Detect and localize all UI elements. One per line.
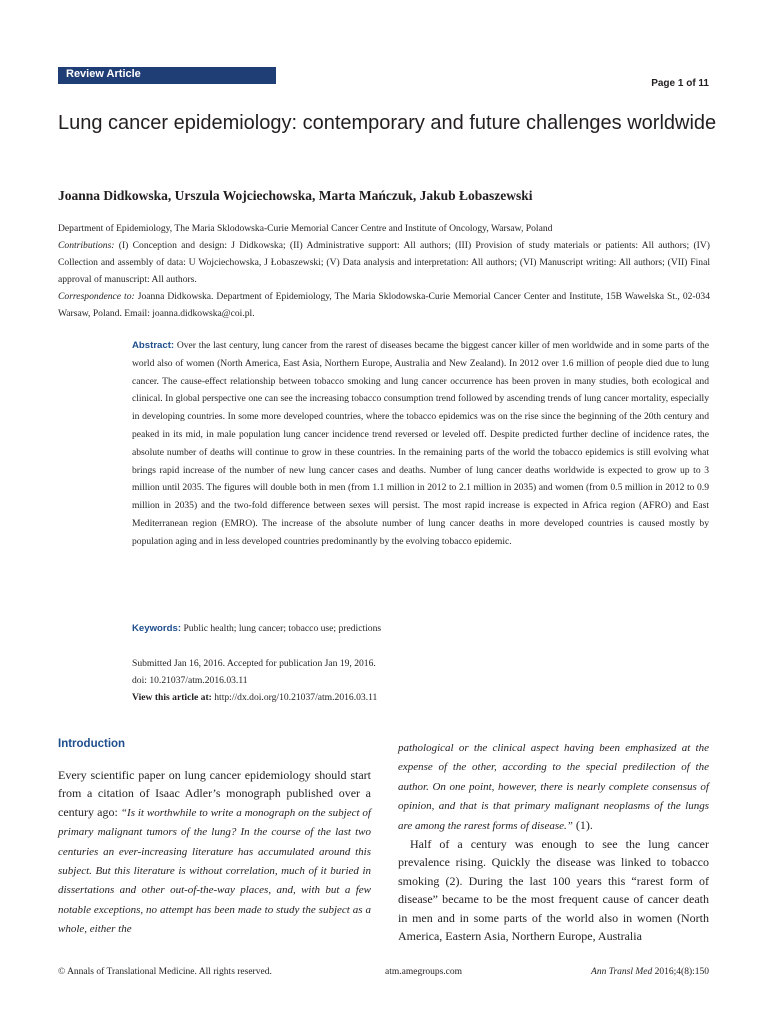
keywords	[132, 623, 709, 634]
paragraph-2: Half of a century was enough to see the lung cancer prevalence rising. Quickly the disease was linked to tobacco smoking (2). During the last 100 years this “rarest form of disease” became to be the most frequent cause of cancer death in men and in some parts of the world also in women (North America, Eastern Asia, Northern Europe, Australia	[398, 837, 709, 944]
correspondence-label: Correspondence to:	[58, 291, 135, 302]
view-article-link[interactable]: http://dx.doi.org/10.21037/atm.2016.03.11	[211, 692, 378, 703]
adler-quote: “Is it worthwhile to write a monograph on the subject of primary malignant tumors of the lung? In the course of the last two centuries an ever-increasing literature has accumulated around this subject. But this literature is without correlation, much of it buried in dissertations and other out-of-the-way places, and, with but a few notable exceptions, no attempt has been made to study the subject as a whole, either the	[58, 806, 371, 936]
keywords-text: Public health; lung cancer; tobacco use; predictions	[181, 623, 382, 634]
intro-paragraph	[58, 766, 371, 939]
correspondence-text: Joanna Didkowska. Department of Epidemiology, The Maria Sklodowska-Curie Memorial Cancer Center and Institute, 15B Wawelska St., 02-034 Warsaw, Poland. Email: joanna.didkowska@coi.pl.	[58, 291, 710, 319]
doi: doi: 10.21037/atm.2016.03.11	[132, 675, 248, 686]
journal-site[interactable]: atm.amegroups.com	[385, 967, 463, 977]
article-title: Lung cancer epidemiology: contemporary and future challenges worldwide	[58, 112, 717, 134]
affiliation: Department of Epidemiology, The Maria Sklodowska-Curie Memorial Cancer Centre and Institute of Oncology, Warsaw, Poland	[58, 223, 553, 234]
abstract-text: Over the last century, lung cancer from the rarest of diseases became the biggest cancer killer of men worldwide and in some parts of the world also of women (North America, East Asia, Northern Europe, Australia and New Zealand). In 2012 over 1.6 million of people died due to lung cancer. The cause-effect relationship between tobacco smoking and lung cancer occurrence has been proven in many studies, both ecological and clinical. In global perspective one can see the increasing tobacco consumption trend followed by ascending trends of lung cancer mortality, especially in developing countries. In some more developed countries, where the tobacco epidemics was on the rise since the beginning of the 20th century and peaked in its mid, in male population lung cancer incidence trend reversed or leveled off. Despite predicted further decline of incidence rates, the absolute number of deaths will continue to grow in these countries. In the remaining parts of the world the tobacco epidemics is still evolving what brings rapid increase of the number of new lung cancer cases and deaths. Number of lung cancer deaths worldwide is expected to grow up to 3 million until 2035. The figures will double both in men (from 1.1 million in 2012 to 2.1 million in 2035) and women (from 0.5 million in 2012 to 0.9 million in 2035) and the two-fold difference between sexes will persist. The most rapid increase is expected in Africa region (AFRO) and East Mediterranean region (EMRO). The increase of the absolute number of lung cancer deaths in more developed countries is caused mostly by population aging and in less developed countries predominantly by the evolving tobacco epidemic.	[132, 340, 709, 547]
section-heading-introduction: Introduction	[58, 738, 126, 750]
view-article	[132, 689, 377, 706]
author-list: Joanna Didkowska, Urszula Wojciechowska, Marta Mańczuk, Jakub Łobaszewski	[58, 188, 533, 203]
intro-text: Every scientific paper on lung cancer epidemiology should start from a citation of Isaac Adler’s monograph published over a century ago:	[58, 768, 371, 819]
right-column	[398, 738, 709, 945]
page-number: Page 1 of 11	[651, 78, 709, 89]
abstract	[132, 337, 709, 551]
quote-continuation	[398, 738, 709, 835]
submission-dates: Submitted Jan 16, 2016. Accepted for publication Jan 19, 2016.	[132, 658, 376, 669]
journal-citation	[591, 967, 709, 977]
contributions-label: Contributions:	[58, 240, 115, 251]
copyright: © Annals of Translational Medicine. All rights reserved.	[58, 967, 272, 977]
article-type-banner	[58, 67, 276, 84]
keywords-label: Keywords:	[132, 623, 182, 634]
quote-reference: (1).	[572, 817, 593, 832]
view-article-label: View this article at:	[132, 692, 212, 703]
journal-name: Ann Transl Med	[591, 967, 653, 977]
citation-text: 2016;4(8):150	[652, 967, 709, 977]
quote-continuation-text: pathological or the clinical aspect having been emphasized at the expense of the other, according to the special predilection of the author. On one point, however, there is nearly complete consensus of opinion, and that is that primary malignant neoplasms of the lungs are among the rarest forms of disease.”	[398, 742, 709, 832]
contributions-text: (I) Conception and design: J Didkowska; (II) Administrative support: All authors; (III) Provision of study materials or patients: All authors; (IV) Collection and assembly of data: U Wojciechowska, J Łobaszewski; (V) Data analysis and interpretation: All authors; (VI) Manuscript writing: All authors; (VII) Final approval of manuscript: All authors.	[58, 240, 710, 285]
correspondence	[58, 288, 710, 322]
contributions	[58, 237, 710, 288]
abstract-label: Abstract:	[132, 340, 175, 351]
article-type-label: Review Article	[66, 68, 141, 80]
